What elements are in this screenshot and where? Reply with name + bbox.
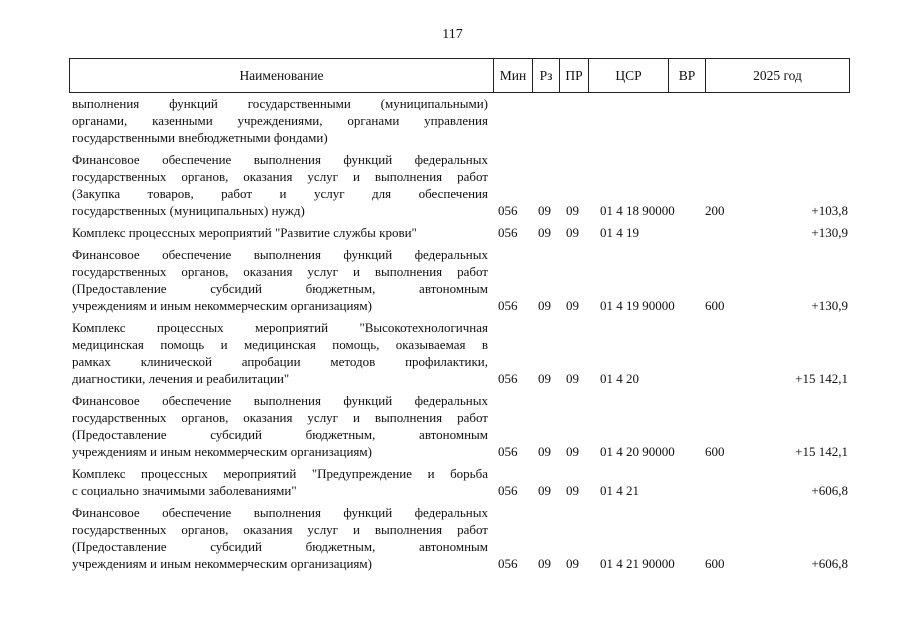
cell-pr: 09 [566, 483, 579, 498]
cell-csr: 01 4 19 [600, 225, 639, 240]
row-name-line: Комплекс процессных мероприятий "Развитие службы крови" [72, 225, 417, 240]
cell-csr: 01 4 21 [600, 483, 639, 498]
table-row [72, 504, 850, 572]
row-name-line: государственных органов, оказания услуг и выполнения работ [72, 522, 488, 537]
row-name-line: диагностики, лечения и реабилитации" [72, 371, 290, 386]
cell-min: 056 [498, 225, 518, 240]
row-name [72, 246, 488, 314]
row-name-line: Финансовое обеспечение выполнения функций федеральных [72, 247, 488, 262]
cell-vr: 600 [705, 444, 725, 459]
cell-csr: 01 4 19 90000 [600, 298, 675, 313]
row-name-line: учреждениям и иным некоммерческим организациям) [72, 556, 372, 571]
column-header-name: Наименование [70, 59, 494, 92]
column-header-csr: ЦСР [589, 59, 669, 92]
row-name [72, 465, 488, 499]
column-header-pr: ПР [560, 59, 589, 92]
row-name-line: государственных (муниципальных) нужд) [72, 203, 305, 218]
cell-min: 056 [498, 444, 518, 459]
row-name [72, 392, 488, 460]
row-name [72, 224, 488, 241]
table-row [72, 246, 850, 314]
cell-min: 056 [498, 556, 518, 571]
row-name-line: рамках клинической апробации методов профилактики, [72, 354, 488, 369]
cell-rz: 09 [538, 298, 551, 313]
row-name-line: государственными внебюджетными фондами) [72, 130, 328, 145]
cell-vr: 600 [705, 556, 725, 571]
cell-pr: 09 [566, 298, 579, 313]
row-name [72, 319, 488, 387]
table-row [72, 392, 850, 460]
table-row [72, 465, 850, 499]
table-body [72, 95, 850, 577]
cell-pr: 09 [566, 371, 579, 386]
table-row [72, 95, 850, 146]
row-name-line: государственных органов, оказания услуг и выполнения работ [72, 169, 488, 184]
cell-rz: 09 [538, 203, 551, 218]
page-number: 117 [442, 27, 463, 42]
cell-rz: 09 [538, 556, 551, 571]
row-name-line: (Закупка товаров, работ и услуг для обеспечения [72, 186, 488, 201]
cell-value: +130,9 [811, 298, 848, 313]
cell-rz: 09 [538, 483, 551, 498]
cell-vr: 200 [705, 203, 725, 218]
cell-min: 056 [498, 483, 518, 498]
cell-csr: 01 4 21 90000 [600, 556, 675, 571]
row-name-line: (Предоставление субсидий бюджетным, автономным [72, 427, 488, 442]
column-header-min: Мин [494, 59, 533, 92]
row-name-line: учреждениям и иным некоммерческим организациям) [72, 444, 372, 459]
row-name-line: органами, казенными учреждениями, органами управления [72, 113, 488, 128]
cell-pr: 09 [566, 444, 579, 459]
cell-min: 056 [498, 203, 518, 218]
row-name-line: государственных органов, оказания услуг и выполнения работ [72, 410, 488, 425]
cell-value: +606,8 [811, 556, 848, 571]
cell-min: 056 [498, 298, 518, 313]
row-name [72, 95, 488, 146]
cell-rz: 09 [538, 225, 551, 240]
cell-csr: 01 4 20 [600, 371, 639, 386]
row-name-line: государственных органов, оказания услуг и выполнения работ [72, 264, 488, 279]
cell-value: +15 142,1 [795, 444, 848, 459]
row-name-line: Финансовое обеспечение выполнения функций федеральных [72, 152, 488, 167]
row-name-line: Финансовое обеспечение выполнения функций федеральных [72, 393, 488, 408]
row-name [72, 504, 488, 572]
row-name-line: выполнения функций государственными (муниципальными) [72, 96, 488, 111]
row-name [72, 151, 488, 219]
cell-rz: 09 [538, 444, 551, 459]
cell-value: +103,8 [811, 203, 848, 218]
row-name-line: Финансовое обеспечение выполнения функций федеральных [72, 505, 488, 520]
cell-vr: 600 [705, 298, 725, 313]
cell-pr: 09 [566, 203, 579, 218]
cell-value: +606,8 [811, 483, 848, 498]
column-header-rz: Рз [533, 59, 560, 92]
row-name-line: с социально значимыми заболеваниями" [72, 483, 297, 498]
row-name-line: (Предоставление субсидий бюджетным, автономным [72, 539, 488, 554]
table-row [72, 151, 850, 219]
column-header-year: 2025 год [753, 67, 802, 83]
column-header-vr: ВР [669, 59, 706, 92]
cell-pr: 09 [566, 225, 579, 240]
table-row [72, 224, 850, 241]
row-name-line: Комплекс процессных мероприятий "Высокотехнологичная [72, 320, 488, 335]
cell-value: +15 142,1 [795, 371, 848, 386]
cell-csr: 01 4 18 90000 [600, 203, 675, 218]
cell-csr: 01 4 20 90000 [600, 444, 675, 459]
cell-pr: 09 [566, 556, 579, 571]
row-name-line: медицинская помощь и медицинская помощь, оказываемая в [72, 337, 488, 352]
table-header [69, 58, 850, 93]
table-row [72, 319, 850, 387]
row-name-line: (Предоставление субсидий бюджетным, автономным [72, 281, 488, 296]
row-name-line: Комплекс процессных мероприятий "Предупреждение и борьба [72, 466, 488, 481]
cell-rz: 09 [538, 371, 551, 386]
cell-value: +130,9 [811, 225, 848, 240]
cell-min: 056 [498, 371, 518, 386]
row-name-line: учреждениям и иным некоммерческим организациям) [72, 298, 372, 313]
